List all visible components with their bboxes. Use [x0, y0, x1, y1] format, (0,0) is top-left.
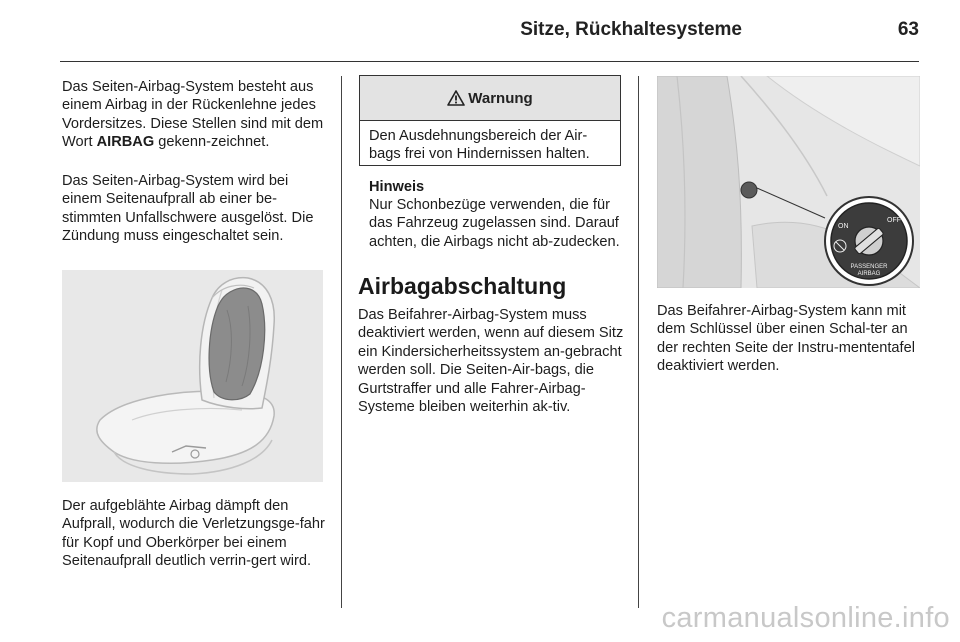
- page-number: 63: [897, 19, 919, 40]
- passenger-airbag-switch-figure: [657, 76, 920, 288]
- dashboard-switch-illustration: [657, 76, 920, 288]
- watermark: carmanualsonline.info: [661, 602, 950, 634]
- airbag-effect-paragraph: Der aufgeblähte Airbag dämpft den Aufprall, wodurch die Verletzungsge-fahr für Kopf und Oberkörper bei einem Seitenaufprall deutlich verrin-gert wird.: [62, 498, 325, 570]
- switch-airbag-label: AIRBAG: [857, 271, 881, 277]
- switch-off-label: OFF: [887, 217, 901, 224]
- switch-on-label: ON: [838, 223, 849, 230]
- switch-caption: Das Beifahrer-Airbag-System kann mit dem Schlüssel über einen Schal-ter an der rechten Seite der Instru-mententafel deaktiviert werden.: [657, 303, 915, 375]
- column-divider-1: [341, 76, 342, 608]
- airbag-intro-paragraph: Das Seiten-Airbag-System besteht aus einem Airbag in der Rückenlehne jedes Vordersitzes. Diese Stellen sind mit dem Wort AIRBAG gekenn-zeichnet.: [62, 79, 324, 151]
- note-title: Hinweis: [369, 179, 425, 195]
- note-text: Nur Schonbezüge verwenden, die für das Fahrzeug zugelassen sind. Darauf achten, die Airbags nicht ab-zudecken.: [369, 197, 620, 250]
- airbag-trigger-paragraph: Das Seiten-Airbag-System wird bei einem Seitenaufprall ab einer be-stimmten Unfallschwere ausgelöst. Die Zündung muss eingeschaltet sein.: [62, 173, 314, 245]
- warning-text: Den Ausdehnungsbereich der Air-bags frei von Hindernissen halten.: [369, 128, 590, 163]
- airbag-keyword: AIRBAG: [96, 134, 155, 151]
- column-divider-2: [638, 76, 639, 608]
- header-divider: [60, 61, 919, 62]
- warning-box: [359, 75, 621, 166]
- seat-side-airbag-figure: [62, 270, 323, 482]
- switch-passenger-label: PASSENGER: [850, 264, 888, 270]
- seat-illustration: [62, 270, 323, 482]
- section-title-airbagabschaltung: Airbagabschaltung: [358, 273, 567, 299]
- deactivation-paragraph: Das Beifahrer-Airbag-System muss deaktiviert werden, wenn auf diesem Sitz ein Kindersicherheitssystem an-gebracht werden soll. Die Seiten-Air-bags, die Gurtstraffer und alle Fahrer-Airbag-Systeme bleiben weiterhin ak-tiv.: [358, 307, 624, 416]
- warning-header: [360, 76, 620, 121]
- page-header-title: Sitze, Rückhaltesysteme: [520, 19, 742, 40]
- warning-triangle-icon: [447, 90, 465, 106]
- warning-title: Warnung: [468, 89, 533, 107]
